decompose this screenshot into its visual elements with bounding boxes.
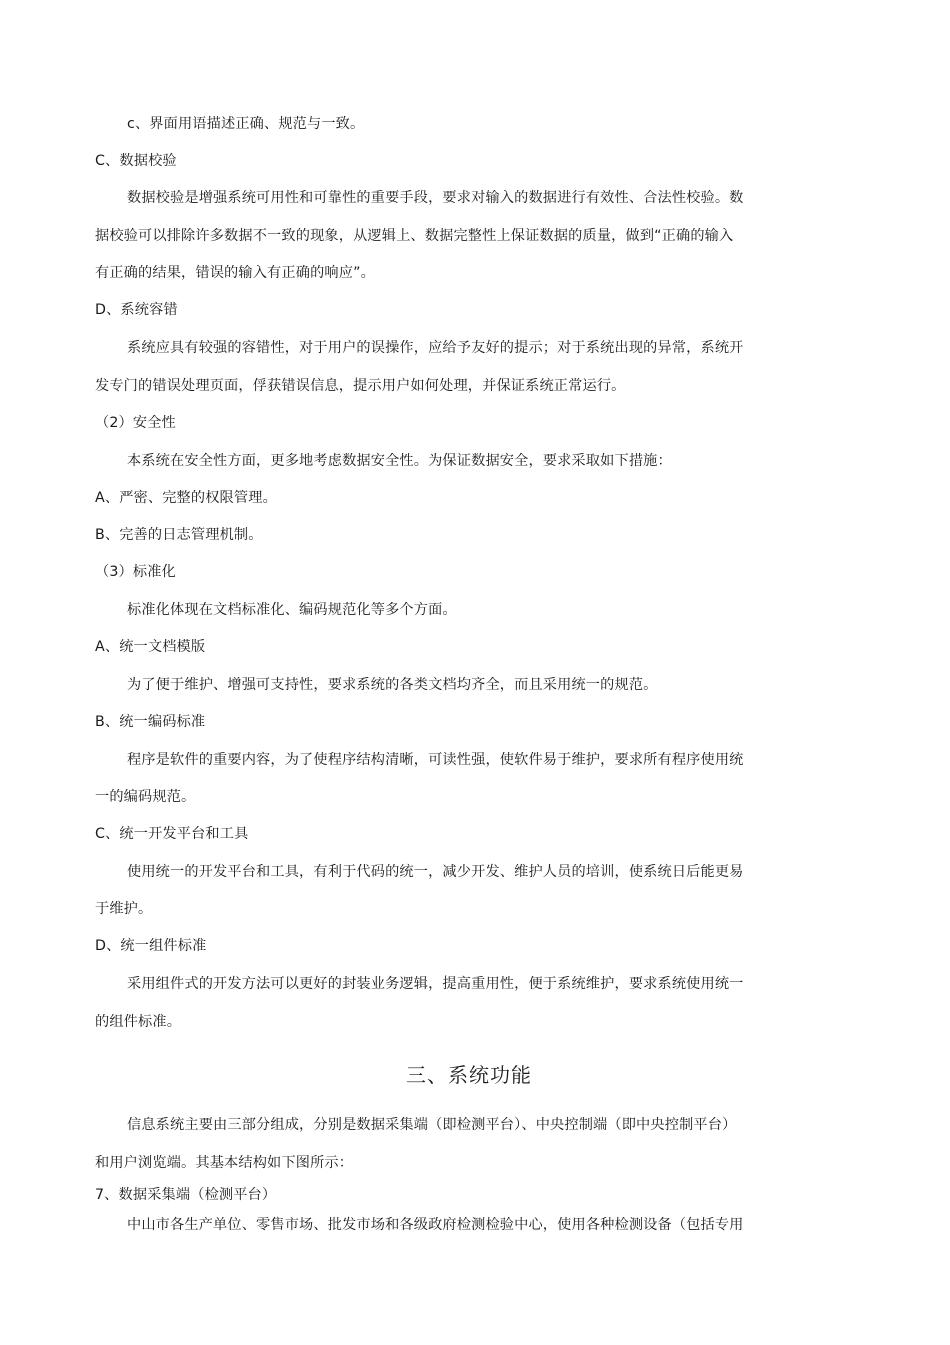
paragraph-line: 有正确的结果，错误的输入有正确的响应”。 bbox=[95, 265, 375, 281]
paragraph-line: c、界面用语描述正确、规范与一致。 bbox=[127, 116, 365, 132]
paragraph-line: 程序是软件的重要内容，为了使程序结构清晰，可读性强，使软件易于维护，要求所有程序使用统 bbox=[127, 752, 744, 768]
subheading: （2）安全性 bbox=[95, 415, 176, 431]
subheading: C、数据校验 bbox=[95, 153, 177, 169]
paragraph-line: 本系统在安全性方面，更多地考虑数据安全性。为保证数据安全，要求采取如下措施： bbox=[127, 453, 672, 469]
paragraph-line: 发专门的错误处理页面，俘获错误信息，提示用户如何处理，并保证系统正常运行。 bbox=[95, 378, 626, 394]
paragraph-line: 标准化体现在文档标准化、编码规范化等多个方面。 bbox=[127, 602, 457, 618]
section-title: 三、系统功能 bbox=[406, 1063, 532, 1087]
paragraph-line: 为了便于维护、增强可支持性，要求系统的各类文档均齐全，而且采用统一的规范。 bbox=[127, 677, 658, 693]
paragraph-line: 系统应具有较强的容错性，对于用户的误操作，应给予友好的提示；对于系统出现的异常，系统开 bbox=[127, 340, 744, 356]
paragraph-line: 的组件标准。 bbox=[95, 1014, 182, 1030]
paragraph-line: 于维护。 bbox=[95, 901, 153, 917]
subheading: C、统一开发平台和工具 bbox=[95, 826, 249, 842]
list-item: A、严密、完整的权限管理。 bbox=[95, 490, 277, 506]
list-item: B、完善的日志管理机制。 bbox=[95, 527, 263, 543]
subheading: 7、数据采集端（检测平台） bbox=[95, 1187, 277, 1203]
paragraph-line: 中山市各生产单位、零售市场、批发市场和各级政府检测检验中心，使用各种检测设备（包括专用 bbox=[127, 1217, 744, 1233]
paragraph-line: 采用组件式的开发方法可以更好的封装业务逻辑，提高重用性，便于系统维护，要求系统使用统一 bbox=[127, 976, 744, 992]
subheading: A、统一文档模版 bbox=[95, 639, 206, 655]
paragraph-line: 使用统一的开发平台和工具，有利于代码的统一，减少开发、维护人员的培训，使系统日后能更易 bbox=[127, 864, 744, 880]
subheading: B、统一编码标准 bbox=[95, 714, 206, 730]
paragraph-line: 数据校验是增强系统可用性和可靠性的重要手段，要求对输入的数据进行有效性、合法性校验。数 bbox=[127, 190, 744, 206]
paragraph-line: 信息系统主要由三部分组成，分别是数据采集端（即检测平台）、中央控制端（即中央控制平台） bbox=[127, 1117, 737, 1133]
paragraph-line: 一的编码规范。 bbox=[95, 789, 196, 805]
subheading: D、系统容错 bbox=[95, 302, 178, 318]
subheading: （3）标准化 bbox=[95, 564, 176, 580]
subheading: D、统一组件标准 bbox=[95, 938, 207, 954]
paragraph-line: 据校验可以排除许多数据不一致的现象，从逻辑上、数据完整性上保证数据的质量，做到“正确的输入 bbox=[95, 228, 734, 244]
paragraph-line: 和用户浏览端。其基本结构如下图所示： bbox=[95, 1155, 354, 1171]
